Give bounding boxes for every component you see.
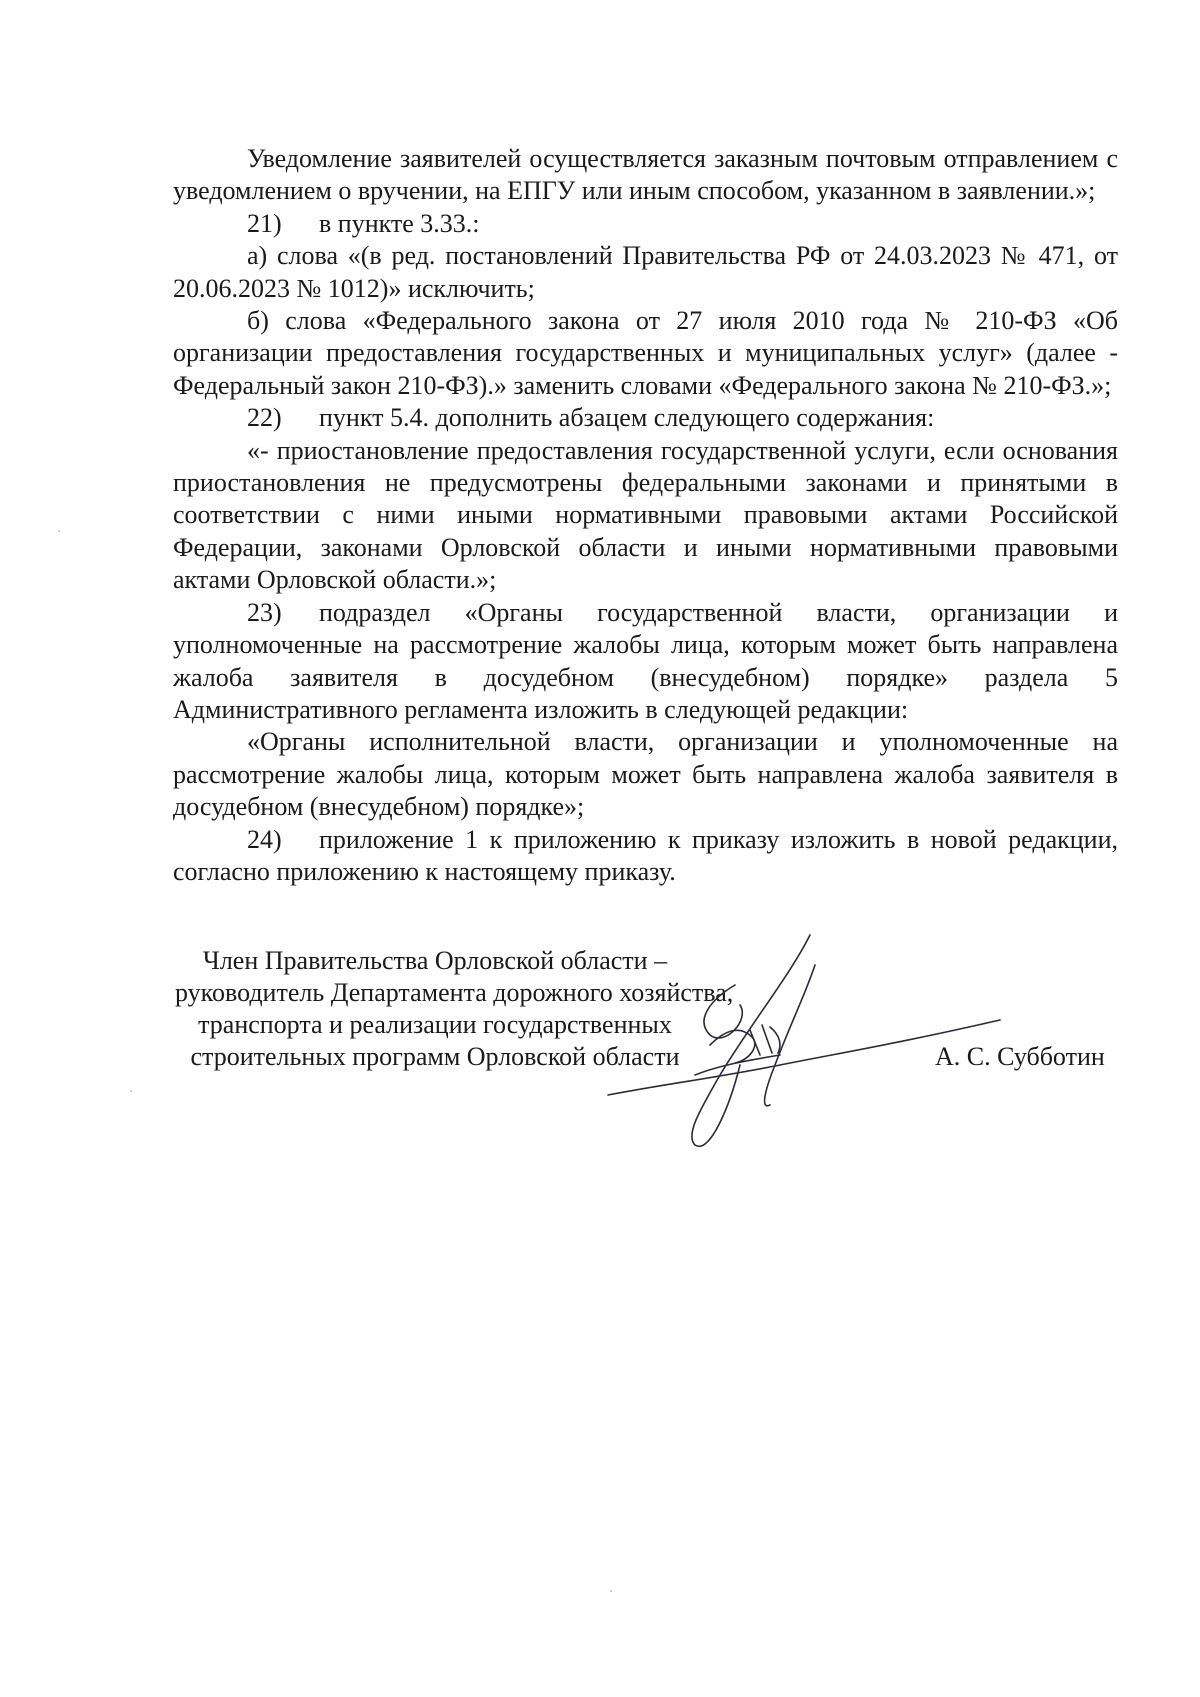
signatory-title-line: строительных программ Орловской области [190, 1042, 680, 1071]
item-21 [173, 208, 1118, 240]
paragraph-23a: «Органы исполнительной власти, организации и уполномоченные на рассмотрение жалобы лица, которым может быть направлена жалоба заявителя в досудебном (внесудебном) порядке»; [173, 727, 1118, 822]
document-body [173, 143, 1118, 888]
item-23 [173, 597, 1118, 727]
item-number: 24) [247, 824, 282, 854]
paragraph-21b: б) слова «Федерального закона от 27 июля 2010 года № 210-ФЗ «Об организации предоставления государственных и муниципальных услуг» (далее - Федеральный закон 210-ФЗ).» заменить словами «Федерального закона № 210-ФЗ.»; [173, 306, 1118, 400]
paragraph-21a: а) слова «(в ред. постановлений Правительства РФ от 24.03.2023 № 471, от 20.06.2023 № 1012)» исключить; [173, 241, 1118, 303]
signatory-title-line: транспорта и реализации государственных [198, 1010, 672, 1039]
paragraph-22a: «- приостановление предоставления государственной услуги, если основания приостановления не предусмотрены федеральными законами и принятыми в соответствии с ними иными нормативными правовыми актами Российской Федерации, законами Орловской области и иными нормативными правовыми актами Орловской области.»; [173, 435, 1118, 595]
item-24 [173, 824, 1118, 889]
scan-speck [130, 1090, 132, 1092]
item-text: пункт 5.4. дополнить абзацем следующего содержания: [319, 403, 935, 433]
signatory-title-line: руководитель Департамента дорожного хозяйства, [175, 978, 734, 1007]
signatory-title-line: Член Правительства Орловской области – [202, 946, 668, 975]
scan-speck [610, 1590, 612, 1592]
signer-name: А. С. Субботин [935, 1042, 1105, 1071]
item-22 [173, 402, 1118, 434]
item-text: подраздел «Органы государственной власти, организации и уполномоченные на рассмотрение жалобы лица, которым может быть направлена жалоба заявителя в досудебном (внесудебном) порядке» раздела 5 Административного регламента изложить в следующей редакции: [173, 597, 1118, 724]
scan-speck [58, 530, 60, 532]
item-number: 22) [247, 403, 282, 433]
item-text: приложение 1 к приложению к приказу изложить в новой редакции, согласно приложению к настоящему приказу. [173, 824, 1118, 886]
item-text: в пункте 3.33.: [319, 208, 480, 238]
item-number: 21) [247, 208, 282, 238]
item-number: 23) [247, 597, 282, 627]
paragraph-notification: Уведомление заявителей осуществляется заказным почтовым отправлением с уведомлением о вручении, на ЕПГУ или иным способом, указанном в заявлении.»; [173, 144, 1118, 206]
